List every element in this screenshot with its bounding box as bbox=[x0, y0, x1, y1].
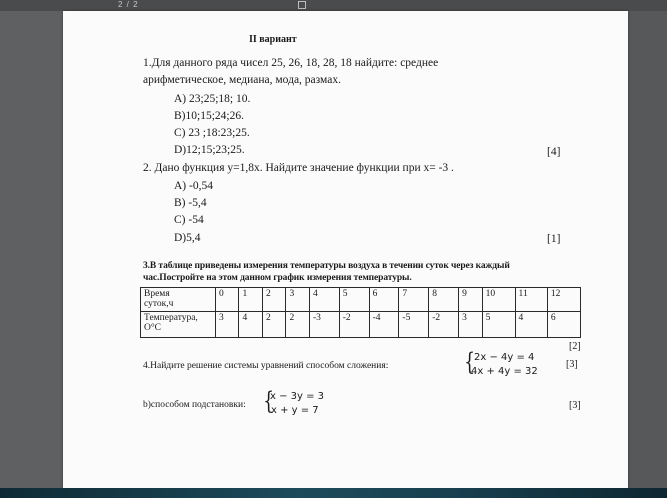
q1-option-d: D)12;15;23;25. bbox=[174, 144, 245, 156]
row-header-text: O°C bbox=[144, 323, 161, 333]
q2-text: 2. Дано функция y=1,8x. Найдите значение функции при x= -3 . bbox=[143, 162, 454, 174]
table-cell: 9 bbox=[459, 288, 482, 312]
q1-text-line2: арифметическое, медиана, мода, размах. bbox=[143, 74, 341, 86]
table-cell: -2 bbox=[429, 312, 459, 338]
page-indicator: 2 / 2 bbox=[118, 0, 139, 9]
q4b-text: b)способом подстановки: bbox=[143, 400, 246, 410]
table-cell: 7 bbox=[399, 288, 429, 312]
table-cell: 6 bbox=[547, 312, 580, 338]
q1-option-b: B)10;15;24;26. bbox=[174, 110, 244, 122]
system-brace-icon: { bbox=[464, 348, 475, 376]
taskbar bbox=[0, 488, 667, 498]
viewer-background bbox=[628, 11, 667, 491]
table-cell: 5 bbox=[482, 312, 515, 338]
table-cell: 2 bbox=[262, 312, 285, 338]
table-cell: 8 bbox=[429, 288, 459, 312]
q2-option-a: A) -0,54 bbox=[174, 180, 213, 192]
system-brace-icon: { bbox=[263, 387, 274, 415]
table-cell: 3 bbox=[286, 288, 309, 312]
q2-score: [1] bbox=[547, 233, 561, 245]
table-cell: -2 bbox=[339, 312, 369, 338]
variant-title: II вариант bbox=[249, 34, 297, 45]
table-cell: 1 bbox=[239, 288, 262, 312]
table-cell: 10 bbox=[482, 288, 515, 312]
table-cell: 2 bbox=[286, 312, 309, 338]
q4b-equation-1: x − 3y = 3 bbox=[270, 391, 325, 402]
table-cell: 3 bbox=[216, 312, 239, 338]
row-header-text: Температура, bbox=[144, 313, 198, 323]
table-cell: 4 bbox=[515, 312, 547, 338]
table-cell: 3 bbox=[459, 312, 482, 338]
q1-option-a: A) 23;25;18; 10. bbox=[174, 93, 251, 105]
q4-score: [3] bbox=[566, 359, 578, 370]
table-row bbox=[141, 288, 581, 312]
q3-score: [2] bbox=[569, 341, 581, 352]
row-header-time bbox=[141, 288, 216, 312]
table-cell: 11 bbox=[515, 288, 547, 312]
viewer-toolbar bbox=[0, 0, 667, 11]
table-cell: -5 bbox=[399, 312, 429, 338]
table-cell: 12 bbox=[547, 288, 580, 312]
q1-score: [4] bbox=[547, 146, 561, 158]
q2-option-c: C) -54 bbox=[174, 214, 204, 226]
table-cell: -4 bbox=[369, 312, 399, 338]
table-row bbox=[141, 312, 581, 338]
table-cell: -3 bbox=[309, 312, 339, 338]
q4-text: 4.Найдите решение системы уравнений способом сложения: bbox=[143, 361, 389, 371]
table-cell: 5 bbox=[339, 288, 369, 312]
row-header-text: Время bbox=[144, 289, 170, 299]
q1-option-c: C) 23 ;18:23;25. bbox=[174, 127, 250, 139]
q1-text-line1: 1.Для данного ряда чисел 25, 26, 18, 28, 18 найдите: среднее bbox=[143, 57, 439, 69]
q3-text-line1: 3.В таблице приведены измерения температуры воздуха в течении суток через каждый bbox=[143, 261, 510, 271]
row-header-text: суток,ч bbox=[144, 299, 174, 309]
row-header-temperature bbox=[141, 312, 216, 338]
table-cell: 2 bbox=[262, 288, 285, 312]
table-cell: 4 bbox=[239, 312, 262, 338]
table-cell: 0 bbox=[216, 288, 239, 312]
table-cell: 6 bbox=[369, 288, 399, 312]
q2-option-b: B) -5,4 bbox=[174, 197, 207, 209]
q2-option-d: D)5,4 bbox=[174, 232, 201, 244]
q3-text-line2: час.Постройте на этом данном график измерения температуры. bbox=[143, 273, 412, 283]
q4-equation-1: 2x − 4y = 4 bbox=[474, 352, 535, 363]
temperature-table bbox=[140, 287, 581, 338]
fit-page-icon[interactable] bbox=[298, 1, 306, 9]
q4b-equation-2: x + y = 7 bbox=[271, 405, 319, 416]
q4-equation-2: 4x + 4y = 32 bbox=[471, 366, 538, 377]
table-cell: 4 bbox=[309, 288, 339, 312]
q4b-score: [3] bbox=[569, 400, 581, 411]
